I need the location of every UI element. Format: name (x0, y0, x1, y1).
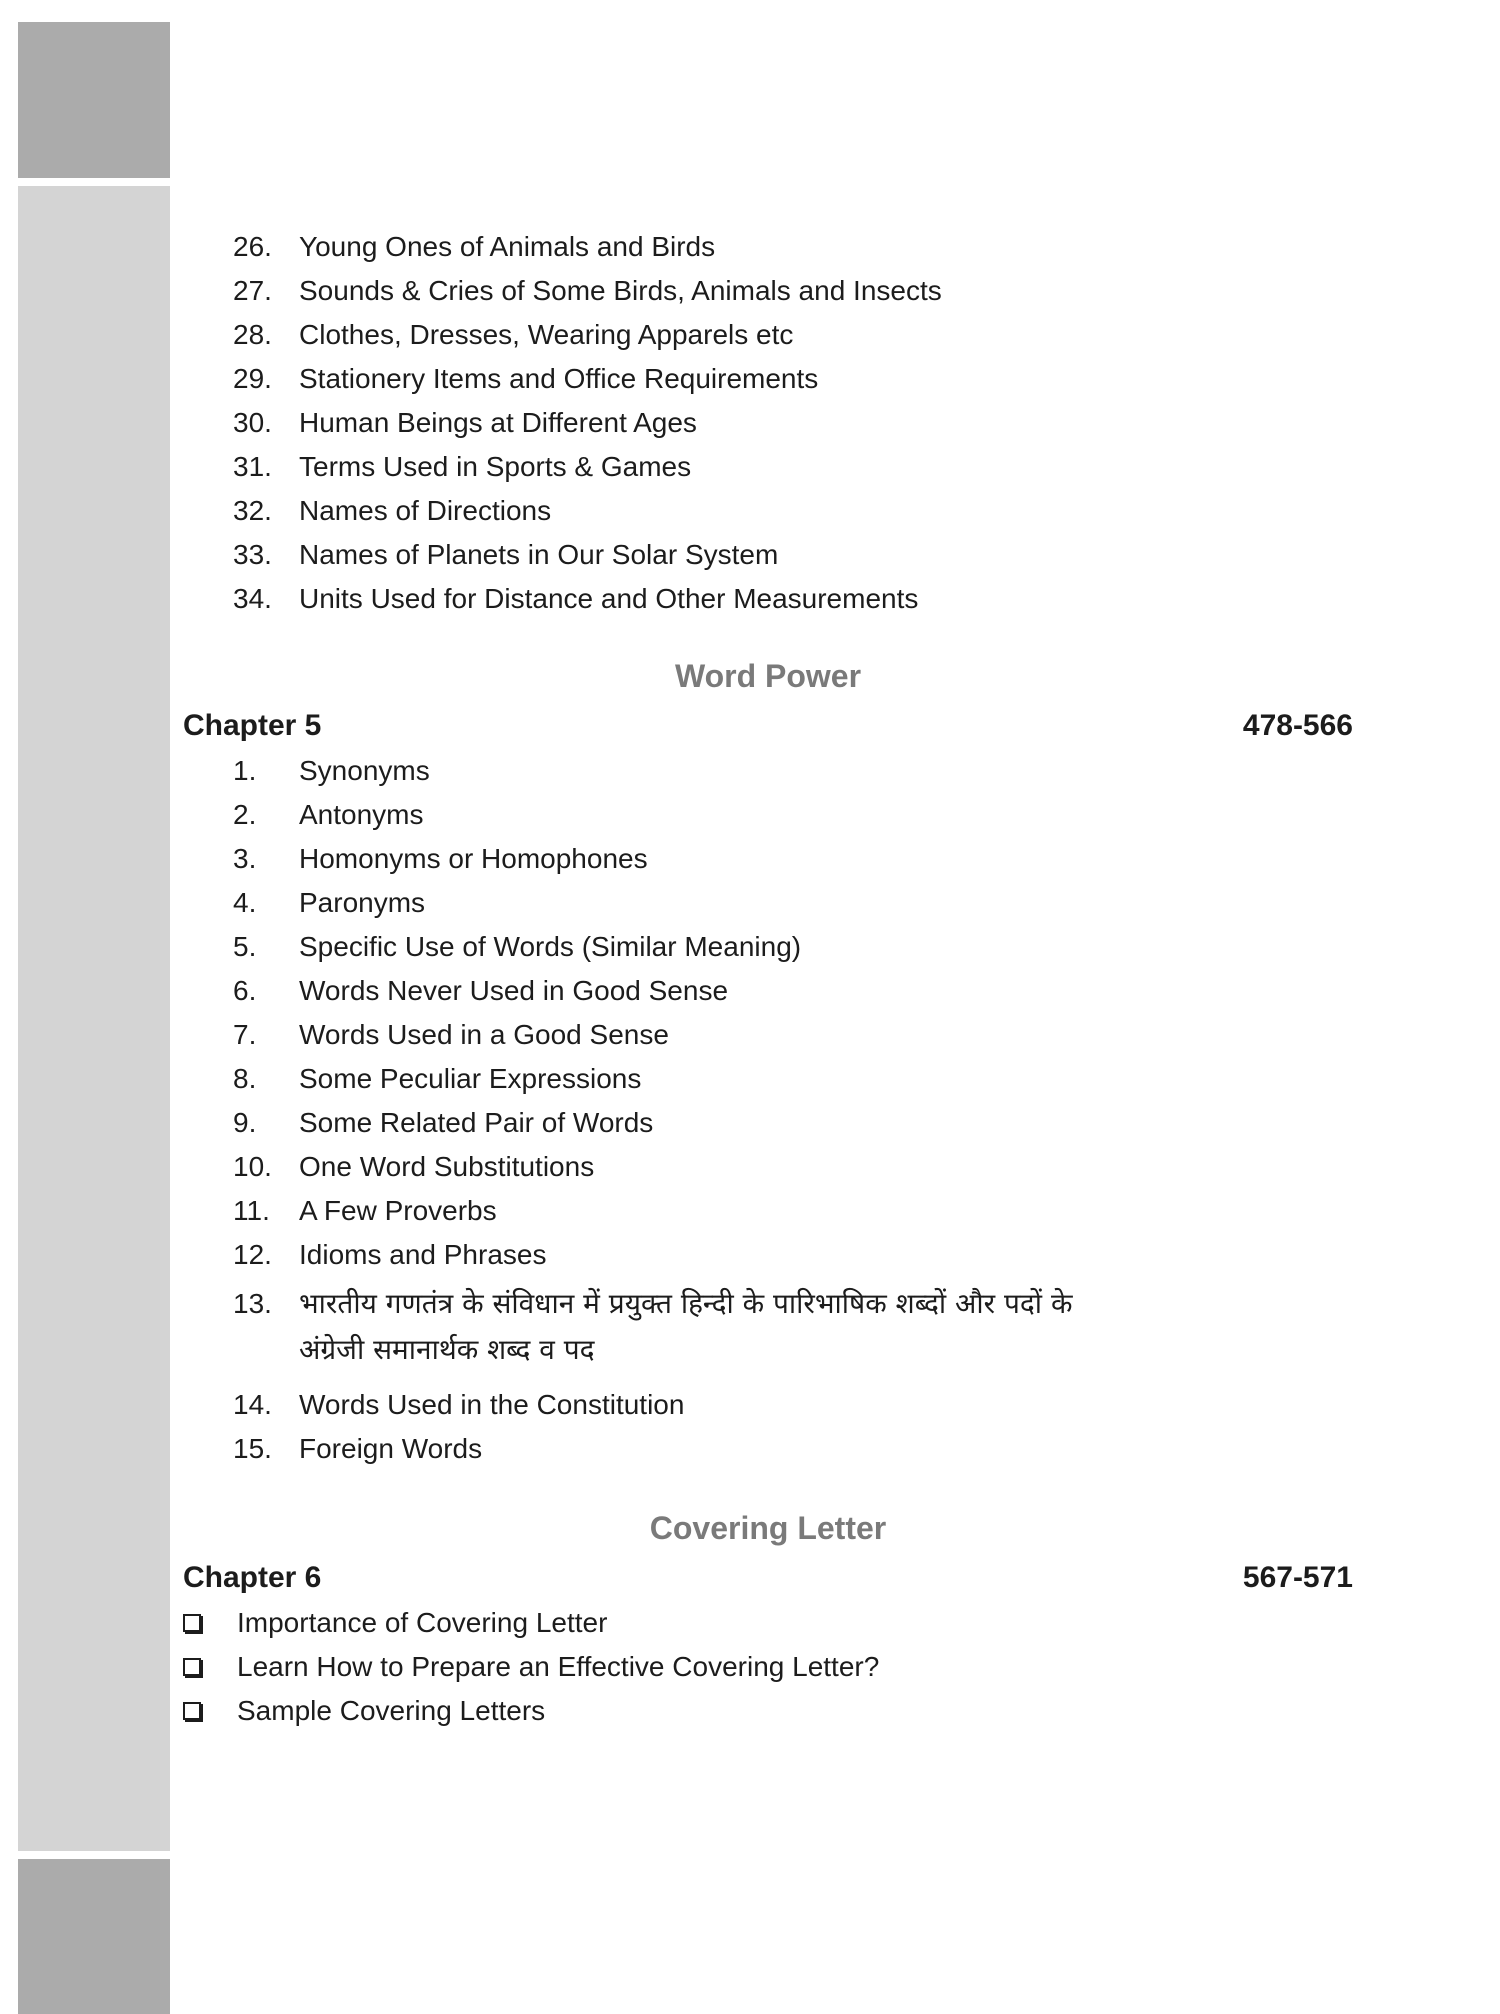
toc-item (233, 1385, 684, 1425)
chapter-row (183, 706, 1353, 746)
item-number: 30. (233, 407, 272, 438)
toc-item (233, 1147, 594, 1187)
item-title: Names of Directions (299, 495, 552, 526)
item-title: A Few Proverbs (299, 1195, 497, 1226)
item-title: Some Peculiar Expressions (299, 1063, 642, 1094)
item-number: 28. (233, 319, 272, 350)
item-title: Young Ones of Animals and Birds (299, 231, 716, 262)
item-number: 1. (233, 755, 257, 786)
toc-item (233, 535, 778, 575)
item-title: Clothes, Dresses, Wearing Apparels etc (299, 319, 794, 350)
item-title: Human Beings at Different Ages (299, 407, 697, 438)
chapter-page-range: 478-566 (1242, 709, 1353, 742)
toc-item (233, 1103, 653, 1143)
item-number: 10. (233, 1151, 272, 1182)
item-number: 11. (233, 1195, 270, 1226)
toc-item (233, 315, 793, 355)
chapter-label: Chapter 5 (183, 709, 322, 742)
toc-item (233, 927, 801, 967)
item-number: 3. (233, 843, 257, 874)
item-title: One Word Substitutions (299, 1151, 595, 1182)
item-number: 13. (233, 1288, 272, 1319)
section-heading-word-power: Word Power (674, 658, 862, 694)
item-number: 12. (233, 1239, 272, 1270)
item-title: Units Used for Distance and Other Measurements (299, 583, 919, 614)
item-title: Paronyms (299, 887, 426, 918)
bullet-text: Sample Covering Letters (237, 1695, 546, 1726)
item-number: 29. (233, 363, 272, 394)
toc-item (233, 795, 424, 835)
item-number: 31. (233, 451, 272, 482)
toc-item (233, 403, 697, 443)
checkbox-bullet-icon (183, 1614, 201, 1632)
toc-item (233, 447, 691, 487)
item-title: Words Used in the Constitution (299, 1389, 685, 1420)
toc-content (183, 0, 1353, 2000)
bullet-text: Learn How to Prepare an Effective Covering Letter? (237, 1651, 880, 1682)
item-title: Stationery Items and Office Requirements (299, 363, 819, 394)
item-title: Specific Use of Words (Similar Meaning) (299, 931, 802, 962)
bullet-text: Importance of Covering Letter (237, 1607, 608, 1638)
checkbox-bullet-icon (183, 1702, 201, 1720)
item-title: Words Used in a Good Sense (299, 1019, 669, 1050)
toc-item (233, 971, 728, 1011)
item-title: Terms Used in Sports & Games (299, 451, 692, 482)
toc-item (233, 1059, 641, 1099)
item-number: 27. (233, 275, 272, 306)
chapter-label: Chapter 6 (183, 1561, 322, 1594)
item-number: 9. (233, 1107, 257, 1138)
toc-item (233, 1235, 546, 1275)
chapter-page-range: 567-571 (1242, 1561, 1353, 1594)
item-number: 26. (233, 231, 272, 262)
item-title: Idioms and Phrases (299, 1239, 547, 1270)
item-number: 15. (233, 1433, 272, 1464)
sidebar-top-block (18, 22, 170, 178)
bullet-item (183, 1603, 607, 1643)
bullet-item (183, 1647, 879, 1687)
item-number: 32. (233, 495, 272, 526)
item-title: Names of Planets in Our Solar System (299, 539, 779, 570)
item-title: Some Related Pair of Words (299, 1107, 654, 1138)
item-number: 8. (233, 1063, 257, 1094)
item-number: 33. (233, 539, 272, 570)
item-number: 14. (233, 1389, 272, 1420)
item-title: Synonyms (299, 755, 430, 786)
item-title: Foreign Words (299, 1433, 483, 1464)
chapter-row (183, 1558, 1353, 1598)
toc-item (233, 1191, 497, 1231)
toc-item (233, 359, 818, 399)
checkbox-bullet-icon (183, 1658, 201, 1676)
item-title: Words Never Used in Good Sense (299, 975, 729, 1006)
toc-item (233, 579, 918, 619)
item-number: 4. (233, 887, 257, 918)
section-heading-covering-letter: Covering Letter (649, 1510, 887, 1546)
item-number: 2. (233, 799, 257, 830)
toc-item (233, 491, 551, 531)
item-title: Antonyms (299, 799, 424, 830)
item-number: 5. (233, 931, 257, 962)
toc-item (233, 271, 942, 311)
toc-item (233, 1429, 482, 1469)
item-number: 34. (233, 583, 272, 614)
sidebar-bottom-block (18, 1859, 170, 2014)
toc-item (233, 839, 648, 879)
toc-item-hindi (233, 1281, 1133, 1373)
toc-item (233, 1015, 669, 1055)
item-title: भारतीय गणतंत्र के संविधान में प्रयुक्त हिन्दी के पारिभाषिक शब्दों और पदों के अंग्रेजी समानार्थक शब्द व पद (299, 1287, 1073, 1366)
item-number: 7. (233, 1019, 257, 1050)
sidebar-middle-band (18, 186, 170, 1851)
toc-item (233, 751, 430, 791)
item-title: Sounds & Cries of Some Birds, Animals and Insects (299, 275, 942, 306)
toc-item (233, 883, 425, 923)
item-number: 6. (233, 975, 257, 1006)
bullet-item (183, 1691, 545, 1731)
item-title: Homonyms or Homophones (299, 843, 648, 874)
toc-item (233, 227, 715, 267)
